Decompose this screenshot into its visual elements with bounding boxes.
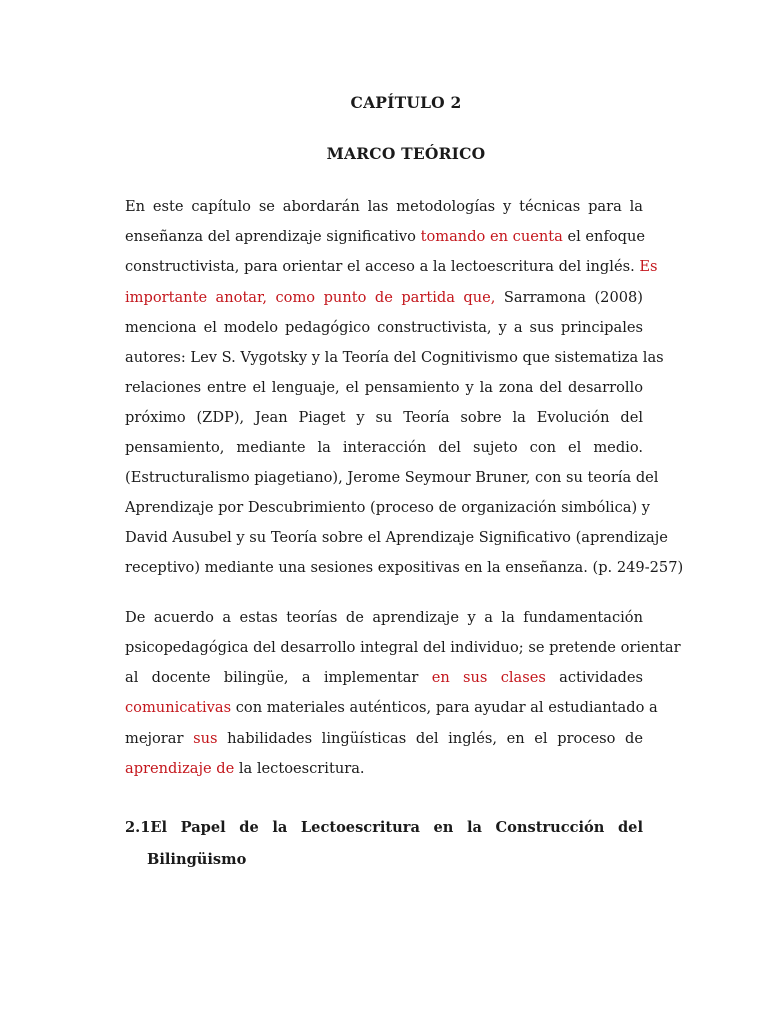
- highlighted-text: tomando en cuenta: [420, 228, 563, 245]
- text-span: con materiales auténticos, para ayudar al estudiantado a: [231, 699, 658, 716]
- paragraph1-line: próximo (ZDP), Jean Piaget y su Teoría sobre la Evolución del: [125, 409, 643, 426]
- highlighted-text: aprendizaje de: [125, 760, 235, 777]
- highlighted-text: en sus clases: [431, 669, 546, 686]
- text-span: al docente bilingüe, a implementar: [125, 669, 432, 686]
- paragraph1-line: menciona el modelo pedagógico constructivista, y a sus principales: [125, 319, 643, 336]
- highlighted-text: Es: [639, 258, 658, 275]
- section-title-line1: El Papel de la Lectoescritura en la Construcción del: [150, 819, 643, 836]
- paragraph1-line: En este capítulo se abordarán las metodologías y técnicas para la: [125, 198, 643, 215]
- paragraph2-line: psicopedagógica del desarrollo integral del individuo; se pretende orientar: [125, 639, 681, 656]
- paragraph2-line: [125, 759, 643, 779]
- paragraph1-line: pensamiento, mediante la interacción del sujeto con el medio.: [125, 439, 643, 456]
- text-span: enseñanza del aprendizaje significativo: [125, 228, 421, 245]
- paragraph1-line: receptivo) mediante una sesiones expositivas en la enseñanza. (p. 249-257): [125, 559, 684, 576]
- paragraph1-line: [125, 288, 643, 308]
- text-span: la lectoescritura.: [234, 760, 365, 777]
- paragraph1-line: autores: Lev S. Vygotsky y la Teoría del Cognitivismo que sistematiza las: [125, 349, 664, 366]
- section-number: 2.1: [125, 819, 151, 836]
- chapter-title: MARCO TEÓRICO: [326, 144, 486, 163]
- paragraph1-line: David Ausubel y su Teoría sobre el Aprendizaje Significativo (aprendizaje: [125, 529, 668, 546]
- paragraph2-line: De acuerdo a estas teorías de aprendizaje y a la fundamentación: [125, 609, 643, 626]
- text-span: constructivista, para orientar el acceso a la lectoescritura del inglés.: [125, 258, 640, 275]
- section-heading: [125, 818, 643, 838]
- paragraph2-line: [125, 698, 658, 718]
- text-span: actividades: [545, 669, 643, 686]
- paragraph1-line: Aprendizaje por Descubrimiento (proceso de organización simbólica) y: [125, 499, 651, 516]
- section-title-line2: Bilingüismo: [147, 851, 247, 868]
- paragraph2-line: [125, 729, 643, 749]
- text-span: el enfoque: [562, 228, 646, 245]
- paragraph1-line: [125, 227, 646, 247]
- chapter-number: CAPÍTULO 2: [350, 93, 462, 112]
- paragraph1-line: (Estructuralismo piagetiano), Jerome Seymour Bruner, con su teoría del: [125, 469, 659, 486]
- text-span: mejorar: [125, 730, 194, 747]
- text-span: Sarramona (2008): [495, 289, 643, 306]
- highlighted-text: sus: [193, 730, 218, 747]
- paragraph1-line: relaciones entre el lenguaje, el pensamiento y la zona del desarrollo: [125, 379, 643, 396]
- paragraph1-line: [125, 257, 658, 277]
- highlighted-text: comunicativas: [125, 699, 232, 716]
- paragraph2-line: [125, 668, 643, 688]
- highlighted-text: importante anotar, como punto de partida que,: [125, 289, 496, 306]
- text-span: habilidades lingüísticas del inglés, en el proceso de: [217, 730, 644, 747]
